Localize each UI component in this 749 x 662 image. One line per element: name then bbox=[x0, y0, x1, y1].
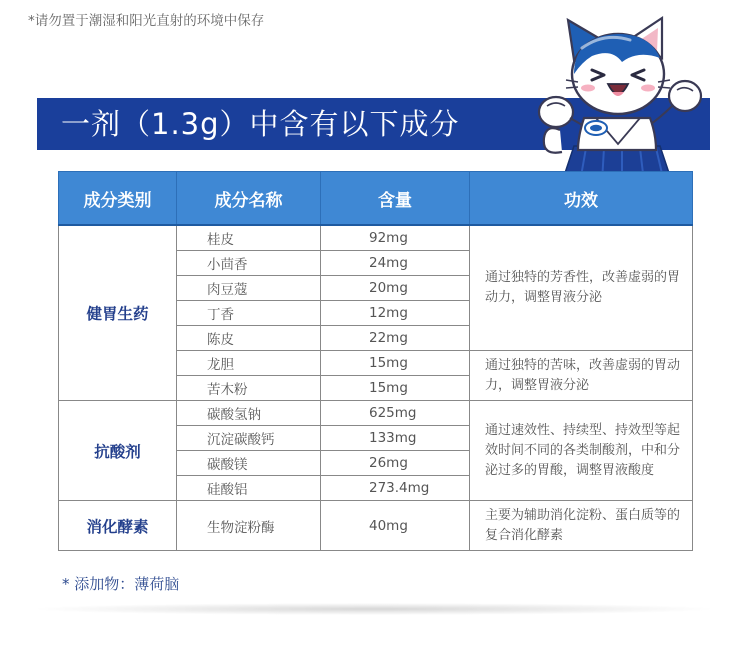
ingredient-amount: 625mg bbox=[321, 401, 470, 426]
header-effect: 功效 bbox=[470, 172, 693, 226]
table-row bbox=[59, 225, 693, 251]
ingredient-amount: 15mg bbox=[321, 351, 470, 376]
ingredient-name: 碳酸氢钠 bbox=[177, 401, 321, 426]
table-row bbox=[59, 401, 693, 426]
category-cell: 健胃生药 bbox=[59, 225, 177, 401]
shadow-divider bbox=[38, 603, 710, 615]
ingredient-name: 龙胆 bbox=[177, 351, 321, 376]
effect-cell: 通过独特的苦味，改善虚弱的胃动力，调整胃液分泌 bbox=[470, 351, 693, 401]
ingredient-name: 陈皮 bbox=[177, 326, 321, 351]
effect-cell: 主要为辅助消化淀粉、蛋白质等的复合消化酵素 bbox=[470, 501, 693, 551]
header-category: 成分类别 bbox=[59, 172, 177, 226]
ingredient-amount: 133mg bbox=[321, 426, 470, 451]
ingredient-name: 丁香 bbox=[177, 301, 321, 326]
effect-cell: 通过速效性、持续型、持效型等起效时间不同的各类制酸剂，中和分泌过多的胃酸，调整胃液酸度 bbox=[470, 401, 693, 501]
ingredient-amount: 24mg bbox=[321, 251, 470, 276]
ingredients-table bbox=[58, 171, 693, 551]
ingredient-name: 硅酸铝 bbox=[177, 476, 321, 501]
effect-cell: 通过独特的芳香性，改善虚弱的胃动力，调整胃液分泌 bbox=[470, 225, 693, 351]
table-row bbox=[59, 501, 693, 551]
ingredient-amount: 20mg bbox=[321, 276, 470, 301]
ingredient-amount: 15mg bbox=[321, 376, 470, 401]
ingredient-name: 生物淀粉酶 bbox=[177, 501, 321, 551]
additive-footnote: * 添加物：薄荷脑 bbox=[62, 575, 180, 593]
category-cell: 消化酵素 bbox=[59, 501, 177, 551]
header-name: 成分名称 bbox=[177, 172, 321, 226]
category-cell: 抗酸剂 bbox=[59, 401, 177, 501]
ingredient-amount: 12mg bbox=[321, 301, 470, 326]
ingredient-amount: 92mg bbox=[321, 225, 470, 251]
ingredient-amount: 22mg bbox=[321, 326, 470, 351]
ingredient-amount: 273.4mg bbox=[321, 476, 470, 501]
ingredient-name: 沉淀碳酸钙 bbox=[177, 426, 321, 451]
ingredient-amount: 40mg bbox=[321, 501, 470, 551]
table-header-row bbox=[59, 172, 693, 226]
banner-title: 一剂（1.3g）中含有以下成分 bbox=[61, 107, 460, 141]
ingredient-name: 桂皮 bbox=[177, 225, 321, 251]
ingredient-name: 苦木粉 bbox=[177, 376, 321, 401]
ingredient-name: 小茴香 bbox=[177, 251, 321, 276]
cat-mascot-illustration bbox=[522, 14, 712, 184]
ingredient-amount: 26mg bbox=[321, 451, 470, 476]
header-amount: 含量 bbox=[321, 172, 470, 226]
ingredient-name: 碳酸镁 bbox=[177, 451, 321, 476]
storage-note: *请勿置于潮湿和阳光直射的环境中保存 bbox=[28, 13, 265, 29]
ingredient-name: 肉豆蔻 bbox=[177, 276, 321, 301]
